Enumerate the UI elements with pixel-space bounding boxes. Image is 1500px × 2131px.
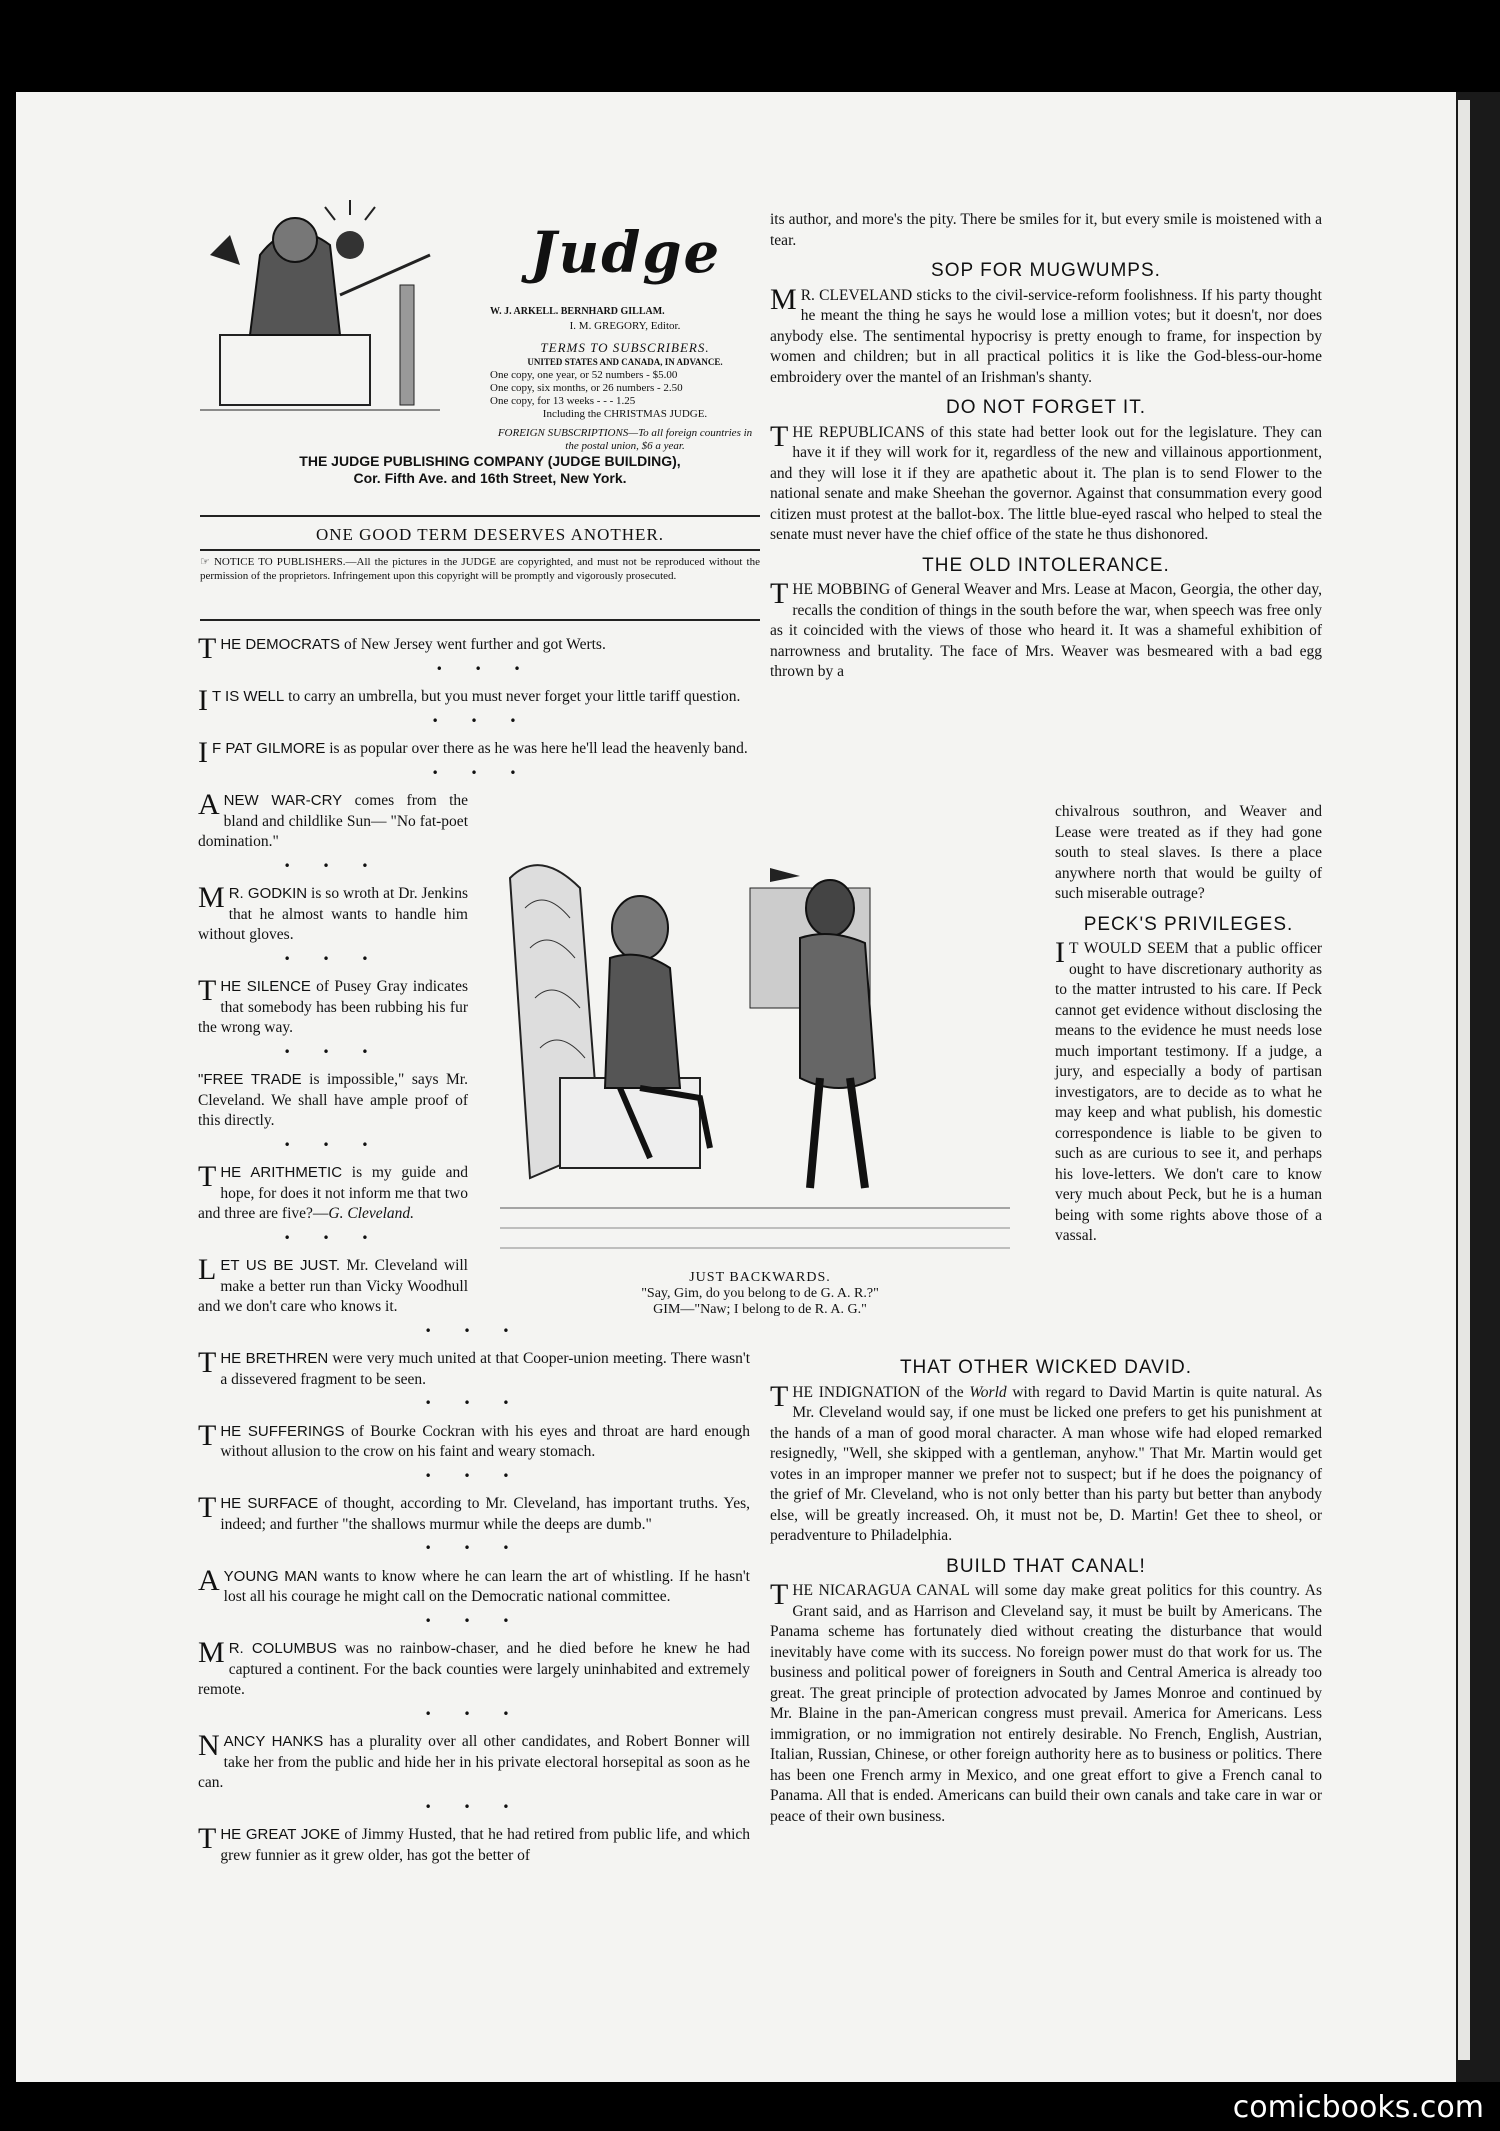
right-lower-column [770, 1348, 1322, 1830]
separator-dots: • • • [431, 765, 531, 780]
section-heading: DO NOT FORGET IT. [946, 397, 1146, 418]
paragraph: its author, and more's the pity. There be smiles for it, but every smile is moistened with a tear. [770, 211, 1322, 249]
copyright-notice [200, 555, 760, 583]
separator-dots: • • • [424, 1613, 524, 1628]
separator-dots: • • • [431, 713, 531, 728]
paragraph: THE ARITHMETIC is my guide and hope, for does it not inform me that two and three are five?—G. Cleveland. [198, 1160, 468, 1222]
judge-logo: Judge [530, 220, 722, 286]
separator-dots: • • • [424, 1396, 524, 1410]
caption-line: GIM—"Naw; I belong to de R. A. G." [653, 1302, 867, 1317]
masthead [200, 135, 760, 625]
staff-line: W. J. ARKELL. BERNHARD GILLAM. [490, 306, 665, 317]
separator-dots: • • • [424, 1323, 524, 1338]
section-heading: BUILD THAT CANAL! [946, 1555, 1146, 1577]
divider [200, 619, 760, 621]
paragraph: THE BRETHREN were very much united at that Cooper-union meeting. There wasn't a dissevered fragment to be seen. [198, 1346, 750, 1388]
motto: ONE GOOD TERM DESERVES ANOTHER. [315, 525, 665, 544]
separator-dots: • • • [424, 1468, 524, 1483]
separator-dots: • • • [283, 1230, 383, 1245]
paragraph: THE REPUBLICANS of this state had better look out for the legislature. They can have it if they will work for it, regardless of the new and villainous apportionment, and they will lose it if they are apathetic about it. The plan is to send Flower to the national senate and make Sheehan the governor. Against that consummation every good citizen must protest at the ballot-box. The little blue-eyed rascal who helped to steal the senate must never have the chief office of the state he thus dishonored. [770, 419, 1322, 543]
section-heading: PECK'S PRIVILEGES. [1083, 913, 1294, 935]
paragraph: THE GREAT JOKE of Jimmy Husted, that he had retired from public life, and which grew funnier as it grew older, has got the better of [198, 1822, 751, 1864]
paragraph: ANEW WAR-CRY comes from the bland and childlike Sun— "No fat-poet domination." [198, 788, 468, 850]
separator-dots: • • • [424, 1706, 524, 1721]
separator-dots: • • • [283, 951, 383, 966]
section-heading: THE OLD INTOLERANCE. [922, 554, 1170, 576]
site-watermark: comicbooks.com [1232, 2090, 1484, 2125]
paragraph: I F PAT GILMORE is as popular over there as he was here he'll lead the heavenly band. [198, 736, 748, 769]
divider [200, 515, 760, 517]
paragraph: I T IS WELL to carry an umbrella, but you must never forget your little tariff question. [198, 684, 741, 717]
caption-line: "Say, Gim, do you belong to de G. A. R.?" [641, 1286, 879, 1301]
paragraph: THE DEMOCRATS of New Jersey went further and got Werts. [198, 632, 606, 665]
notice-text: NOTICE TO PUBLISHERS.—All the pictures in the JUDGE are copyrighted, and must not be reproduced without the permission of the proprietors. Infringement upon this copyright will be promptly and vigorously prosecuted. [200, 556, 760, 582]
next-page-strip [1458, 100, 1470, 2060]
publisher-name: THE JUDGE PUBLISHING COMPANY (JUDGE BUILDING), [299, 453, 681, 469]
subscription-terms [490, 341, 760, 453]
separator-dots: • • • [424, 1541, 524, 1555]
section-heading: THAT OTHER WICKED DAVID. [899, 1357, 1193, 1378]
masthead-illustration [200, 195, 450, 425]
paragraph: THE INDIGNATION of the World with regard to David Martin is quite natural. As Mr. Cleveland would say, if one must be licked one prefers to get his punishment at the hands of a man of good moral character. A man whose wife had eloped remarked resignedly, "Well, she skipped with a gentleman, anyhow." That Mr. Martin would get votes in an improper manner we prefer not to suspect; but if he does the poignancy of the grief of Mr. Cleveland, who is not only better than his party but better than anybody else, will be greatly increased. Oh, it must not be, D. Martin! Get thee to sheol, or peradventure to Philadelphia. [770, 1379, 1322, 1544]
paragraph: THE SURFACE of thought, according to Mr. Cleveland, has important truths. Yes, indeed; and further "the shallows murmur while the deeps are dumb." [198, 1491, 750, 1533]
pointing-hand-icon: ☞ [200, 556, 214, 568]
paragraph: M R. COLUMBUS was no rainbow-chaser, and he died before he knew he had captured a continent. For the back counties were largely uninhabited and extremely remote. [198, 1636, 750, 1698]
paragraph: AYOUNG MAN wants to know where he can learn the art of whistling. If he hasn't lost all his courage he might call on the Democratic national committee. [198, 1563, 750, 1605]
separator-dots: • • • [283, 858, 383, 873]
paragraph: NANCY HANKS has a plurality over all other candidates, and Robert Bonner will take her from the public and hide her in his private electoral horsepital as soon as he can. [198, 1729, 750, 1791]
paragraph: I T WOULD SEEM that a public officer ought to have discretionary authority as to the matter intrusted to his care. If Peck cannot get evidence without disclosing the means to the evidence he must needs lose much important testimony. If a judge, a jury, and especially a body of partisan investigators, are to decide as to what he may keep and what publish, his domestic correspondence is liable to be given to such as are curious to see it, and perhaps his love-letters. We don't care to know very much about Peck, but he is a human being with some rights above those of a vassal. [1055, 936, 1322, 1244]
separator-dots: • • • [283, 1137, 383, 1152]
caption-title: JUST BACKWARDS. [689, 1270, 831, 1285]
paragraph: THE SUFFERINGS of Bourke Cockran with his eyes and throat are hard enough without allusion to the crow on his faint and weary stomach. [198, 1418, 750, 1460]
narrow-column [198, 788, 469, 1318]
publisher-info [220, 453, 760, 487]
foreign-subscriptions: FOREIGN SUBSCRIPTIONS—To all foreign countries in the postal union, $6 a year. [497, 427, 753, 452]
paragraph: M R. GODKIN is so wroth at Dr. Jenkins that he almost wants to handle him without gloves. [198, 881, 469, 943]
paragraph: M R. CLEVELAND sticks to the civil-service-reform foolishness. If his party thought he meant the thing he says he would lose a million votes; but it doesn't, nor does anybody else. The sentimental hypocrisy is pretty enough to frame, for inspection by women and children; but in all practical politics it is like the God-bless-our-home embroidery over the mantel of an Irishman's shanty. [770, 282, 1322, 386]
separator-dots: • • • [283, 1044, 383, 1059]
right-column [770, 210, 1322, 686]
paragraph: chivalrous southron, and Weaver and Lease were treated as if they had gone south to steal slaves. Is there a place anywhere north that would be guilty of such miserable outrage? [1055, 803, 1322, 902]
paragraph: THE SILENCE of Pusey Gray indicates that somebody has been rubbing his fur the wrong way. [198, 974, 468, 1036]
terms-line: One copy, for 13 weeks - - - 1.25 [490, 395, 636, 407]
cartoon-caption [560, 1270, 960, 1318]
editor-line: I. M. GREGORY, Editor. [569, 320, 681, 332]
terms-line: Including the CHRISTMAS JUDGE. [542, 408, 708, 420]
divider [200, 549, 760, 551]
paragraph: THE MOBBING of General Weaver and Mrs. Lease at Macon, Georgia, the other day, recalls the condition of things in the south before the war, when speech was free only as it coincided with the views of those who heard it. It was a shameful exhibition of narrowness and brutality. The face of Mrs. Weaver was besmeared with a bad egg thrown by a [770, 577, 1322, 680]
section-heading: SOP FOR MUGWUMPS. [931, 260, 1161, 281]
publisher-address: Cor. Fifth Ave. and 16th Street, New York. [353, 470, 627, 486]
separator-dots: • • • [424, 1799, 524, 1814]
terms-line: One copy, one year, or 52 numbers - $5.00 [490, 369, 678, 381]
terms-subtitle: UNITED STATES AND CANADA, IN ADVANCE. [527, 357, 723, 367]
separator-dots: • • • [435, 661, 535, 676]
staff-credits [490, 305, 760, 333]
right-narrow-column [1055, 802, 1322, 1250]
paragraph: THE NICARAGUA CANAL will some day make great politics for this country. As Grant said, and as Harrison and Cleveland say, it must be built by Americans. The Panama scheme has fortunately died without creating the disturbance that would inevitably have come with its success. No foreign power must do that work for us. The business and political power of foreigners in South and Central America is already too great. The great principle of protection advocated by James Monroe and continued by Mr. Blaine in the pan-American congress must prevail. America for Americans. Less immigration, or no immigration not entirely desirable. No French, English, Austrian, Italian, Russian, Chinese, or other foreign authority here as to business or politics. There has been one French army in Mexico, and one great effort to give a French canal to Panama. All that is ended. Americans can build their own canals and take care in war or peace of their own business. [770, 1578, 1322, 1825]
terms-line: One copy, six months, or 26 numbers - 2.50 [490, 382, 683, 394]
paragraph: "FREE TRADE is impossible," says Mr. Cleveland. We shall have ample proof of this directly. [198, 1071, 468, 1129]
terms-title: TERMS TO SUBSCRIBERS. [540, 340, 710, 355]
paragraph: LET US BE JUST. Mr. Cleveland will make a better run than Vicky Woodhull and we don't care who knows it. [198, 1253, 468, 1315]
just-backwards-cartoon [500, 848, 1010, 1268]
